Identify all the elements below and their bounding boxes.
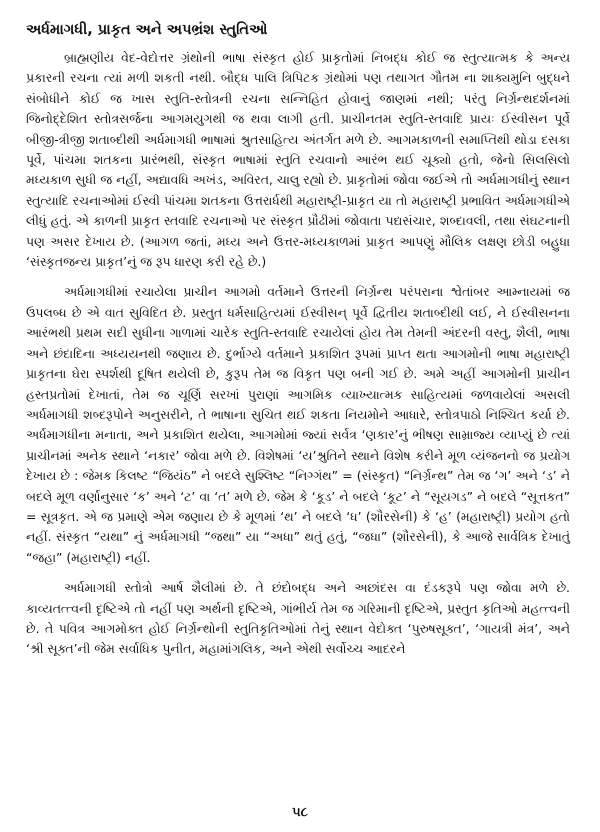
paragraph-2: અર્ધમાગધીમાં રચાયેલા પ્રાચીન આગમો વર્તમાને ઉત્તરની નિર્ગ્રન્થ પરંપરાના શ્વેતાંબર આમ્નાયમાં જ ઉપલબ્ધ છે એ વાત સુવિદિત છે. પ્રસ્તુત ધર્મસાહિત્યમાં ઈસ્વીસન્ પૂર્વે દ્વિતીય શતાબ્દીથી લઈ, ને ઈસ્વીસનના આરંભથી પ્રથમ સદી સુધીના ગાળામાં ચારેક સ્તુતિ-સ્તવાદિ રચાયેલાં હોય તેમ તેમની અંદરની વસ્તુ, શૈલી, ભાષા અને છંદાદિના અધ્યયનથી જણાય છે. દુર્ભાગ્યે વર્તમાને પ્રકાશિત રૂપમાં પ્રાપ્ત થતા આગમોની ભાષા મહારાષ્ટ્રી પ્રાકૃતના ઘેરા સ્પર્શથી દૂષિત થયેલી છે, કુરૂપ તેમ જ વિકૃત પણ બની ગઈ છે. અમે અહીં આગમોની પ્રાચીન હસ્તપ્રતોમાં દેખાતાં, તેમ જ ચૂર્ણિ સરખાં પુરાણાં આગમિક વ્યાખ્યાત્મક સાહિત્યમાં જળવાયેલાં અસલી અર્ધમાગધી શબ્દરૂપોને અનુસરીને, તે ભાષાના સુચિત થઈ શકતા નિયમોને આધારે, સ્તોત્રપાઠો નિશ્ચિત કર્યા છે. અર્ધમાગધીના મનાતા, અને પ્રકાશિત થયેલા, આગમોમાં જ્યાં સર્વત્ર ‘ણકાર’નું ભીષણ સામ્રાજ્ય વ્યાપ્યું છે ત્યાં પ્રાચીનમાં અનેક સ્થાને ‘નકાર’ જોવા મળે છે. વિશેષમાં ‘ય’શ્રુતિને સ્થાને વિશેષ કરીને મૂળ વ્યંજનનો જ પ્રયોગ દેખાય છે : જેમક કિલષ્ટ “જિયંઠ” ને બદલે સુશ્લિષ્ટ “નિગ્ગંથ” = (સંસ્કૃત) “નિર્ગ્રન્થ” તેમ જ ‘ગ’ અને ‘ડ’ ને બદલે મૂળ વર્ણાનુસાર ‘ક’ અને ‘ટ’ વા ‘ત’ મળે છે. જેમ કે ‘કૂડ’ ને બદલે ‘કૂટ’ ને “સૂયગડ” ને બદલે “સૂત્તકત” = સૂત્રકૃત. એ જ પ્રમાણે એમ જણાય છે કે મૂળમાં ‘થ’ ને બદલે ‘ધ’ (શૌરસેની) કે ‘હ’ (મહારાષ્ટ્રી) પ્રયોગ હતો નહીં. સંસ્કૃત “યથા” નું અર્ધમાગધી “જથા” યા “અધા” થતું હતું, “જધા” (શૌરસેની), કે આજે સાર્વત્રિક દેખાતું “જહા” (મહારાષ્ટ્રી) નહીં. xyxy=(26,284,570,565)
section-heading: અર્ધમાગધી, પ્રાકૃત અને અપભ્રંશ સ્તુતિઓ xyxy=(26,22,268,38)
page-number: ૫૮ xyxy=(292,805,308,820)
paragraph-1: બ્રાહ્મણીય વેદ-વેદોત્તર ગ્રંથોની ભાષા સંસ્કૃત હોઈ પ્રાકૃતોમાં નિબદ્ધ કોઈ જ સ્તુત્યાત્મક કે અન્ય પ્રકારની રચના ત્યાં મળી શકતી નથી. બૌદ્ધ પાલિ ત્રિપિટક ગ્રંથોમાં પણ તથાગત ગૌતમ ના શાક્યમુનિ બુદ્ધને સંબોધીને કોઈ જ ખાસ સ્તુતિ-સ્તોત્રની રચના સન્નિહિત હોવાનું જાણમાં નથી; પરંતુ નિર્ગ્રન્થદર્શનમાં જિનોદ્દેશિત સ્તોત્રસર્જના આગમયુગથી જ થવા લાગી હતી. પ્રાચીનતમ સ્તુતિ-સ્તવાદિ પ્રાયઃ ઈસ્વીસન પૂર્વે બીજી-ત્રીજી શતાબ્દીથી અર્ધમાગધી ભાષામાં શ્રુતસાહિત્ય અંતર્ગત મળે છે. આગમકાળની સમાપ્તિથી થોડા દસકા પૂર્વે, પાંચમા શતકના પ્રારંભથી, સંસ્કૃત ભાષામાં સ્તુતિ રચવાનો આરંભ થઈ ચૂક્યો હતો, જેનો સિલસિલો મધ્યકાળ સુધી જ નહીં, અદ્યાવધિ અખંડ, અવિરત, ચાલુ રહ્યો છે. પ્રાકૃતોમાં જોવા જઈએ તો અર્ધમાગધીનું સ્થાન સ્તુત્યાદિ રચનાઓમાં ઈસ્વી પાંચમા શતકના ઉત્તરાર્ધથી મહારાષ્ટ્રી-પ્રાકૃત યા તો મહારાષ્ટ્રી પ્રભાવિત અર્ધમાગધીએ લીધું હતું. એ કાળની પ્રાકૃત સ્તવાદિ રચનાઓ પર સંસ્કૃત પ્રૌઢીમાં જોવાતા પદ્યસંચાર, શબ્દાવલી, તથા સંઘટનાની પણ અસર દેખાય છે. (આગળ જતાં, મધ્ય અને ઉત્તર-મધ્યકાળમાં પ્રાકૃત આપણું મૌલિક લક્ષણ છોડી બહુધા ‘સંસ્કૃતજન્ય પ્રાકૃત’નું જ રૂપ ધારણ કરી રહે છે.) xyxy=(26,50,570,270)
paragraph-3: અર્ધમાગધી સ્તોત્રો આર્ષ શૈલીમાં છે. તે છંદોબદ્ધ અને અછાંદસ વા દંડકરૂપે પણ જોવા મળે છે. કાવ્યતત્ત્વની દૃષ્ટિએ તો નહીં પણ અર્થની દૃષ્ટિએ, ગાંભીર્ય તેમ જ ગરિમાની દૃષ્ટિએ, પ્રસ્તુત કૃતિઓ મહત્ત્વની છે. તે પવિત્ર આગમોક્ત હોઈ નિર્ગ્રન્થોની સ્તુતિકૃતિઓમાં તેનું સ્થાન વેદોક્ત ‘પુરુષસૂક્ત’, ‘ગાયત્રી મંત્ર’, અને ‘શ્રી સૂક્ત’ની જેમ સર્વાધિક પુનીત, મહામાંગલિક, અને એથી સર્વોચ્ચ આદરને xyxy=(26,580,570,657)
